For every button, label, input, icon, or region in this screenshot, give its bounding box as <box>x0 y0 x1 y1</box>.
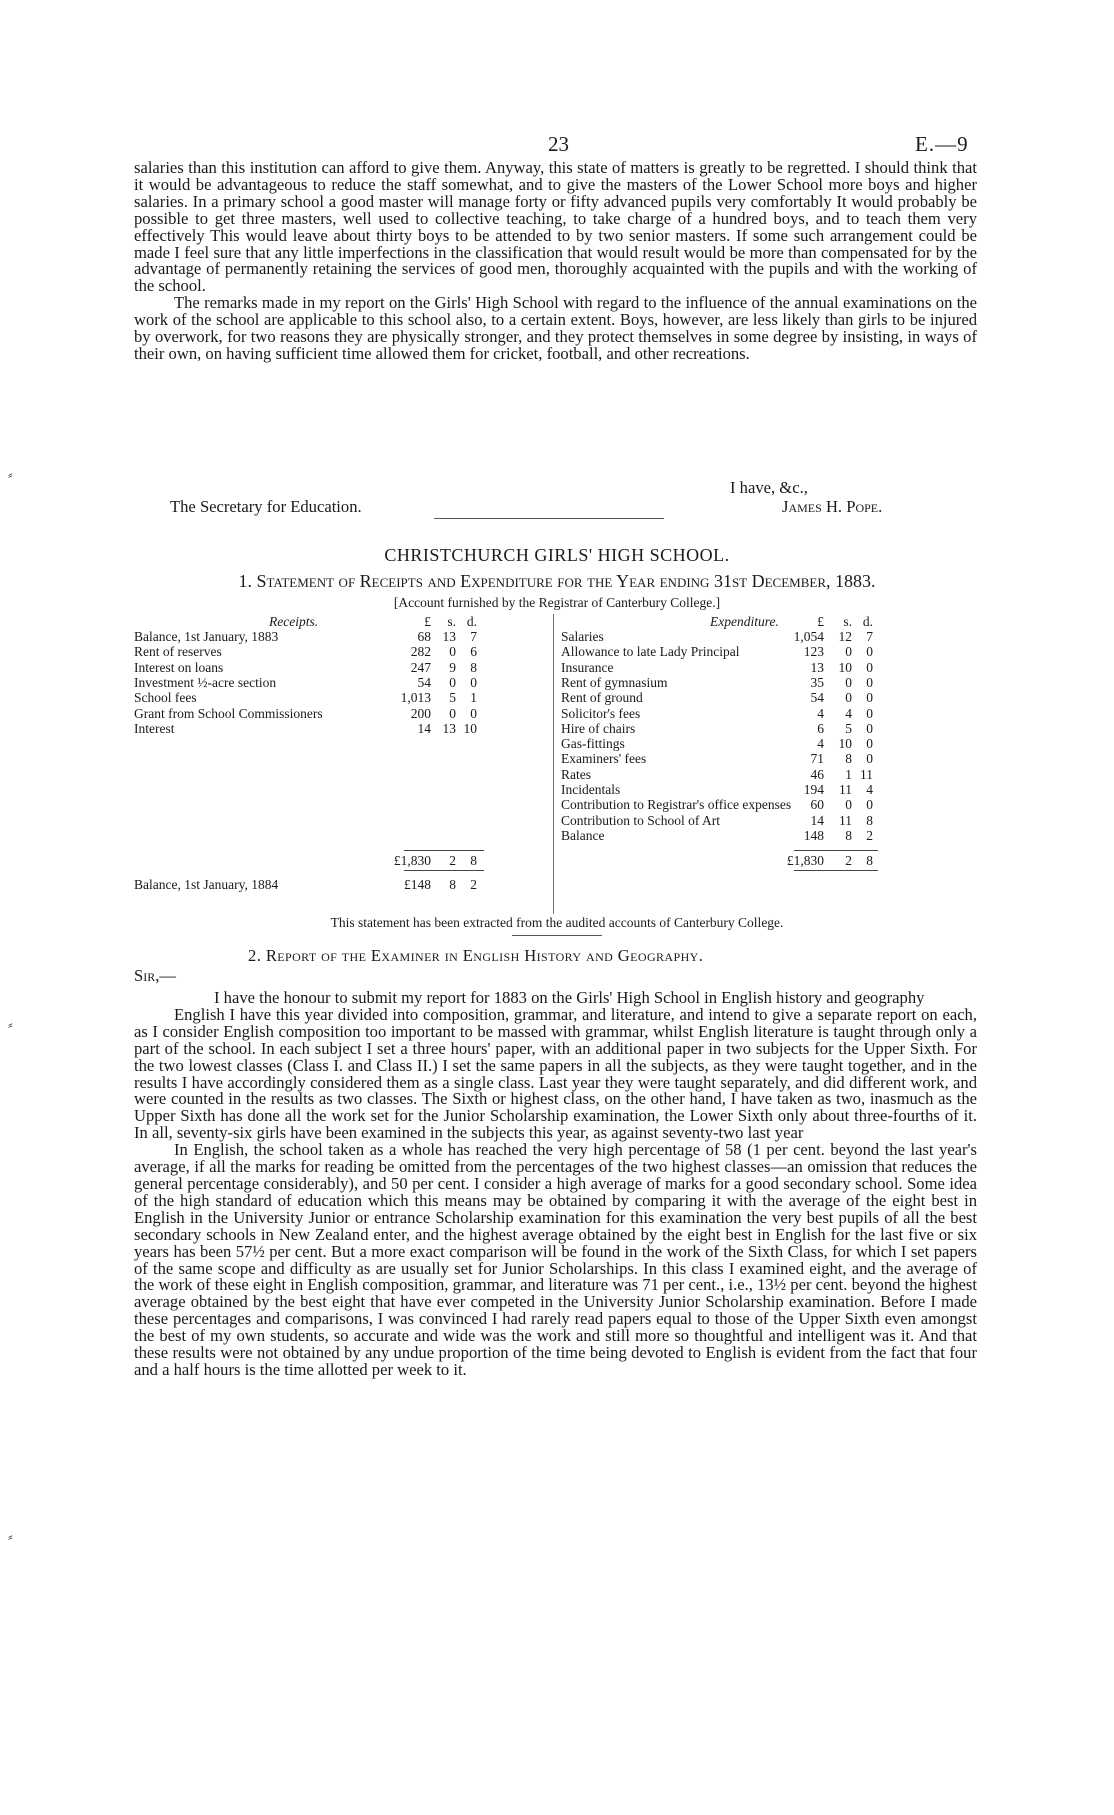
expenditure-item: Rent of ground <box>561 690 643 706</box>
statement-heading <box>0 571 1114 592</box>
expenditure-amount-pence: 0 <box>866 705 873 721</box>
expenditure-amount-shillings: 10 <box>838 659 852 675</box>
expenditure-amount-shillings: 0 <box>845 644 852 660</box>
receipt-item: Investment ½-acre section <box>134 674 277 690</box>
paragraph: The remarks made in my report on the Girls' High School with regard to the influence of the annual examinations on the work of the school are applicable to this school also, to a certain extent. Boys, however, are less likely than girls to be injured by overwork, for two reasons they are physically stronger, and they protect themselves in some degree by insisting, in ways of their own, on having sufficient time allowed them for cricket, football, and other recreations. <box>134 293 977 363</box>
expenditure-amount-shillings: 0 <box>845 797 852 813</box>
examiner-report <box>134 990 977 1379</box>
report-title: Report of the Examiner in English History and Geography. <box>265 946 704 965</box>
report-number: 2. <box>248 946 262 965</box>
salutation: Sir,— <box>134 966 176 985</box>
expenditure-amount-pounds: 4 <box>817 705 824 721</box>
expenditure-amount-pounds: 194 <box>803 782 824 797</box>
signature: James H. Pope. <box>782 497 883 516</box>
expenditure-item: Rent of gymnasium <box>561 674 668 690</box>
receipt-item: Rent of reserves <box>134 644 222 660</box>
expenditure-amount-pence: 0 <box>866 720 873 736</box>
expenditure-amount-pounds: 123 <box>803 644 824 660</box>
expenditure-amount-shillings: 0 <box>845 690 852 706</box>
closing-balance-amount-shillings: 8 <box>449 876 456 892</box>
receipt-amount-pence: 6 <box>470 644 477 660</box>
expenditure-amount-pence: 0 <box>866 797 873 813</box>
receipt-item: School fees <box>134 690 197 706</box>
paragraph: In English, the school taken as a whole has reached the very high percentage of 58 (1 per cent. beyond the last year's average, if all the marks for reading be omitted from the percentages of the two highest classes—an omission that reduces the general percentage considerably), and 50 per cent. I consider a high average of marks for a good secondary school. Some idea of the high standard of education which this means may be obtained by comparing it with the average of the eight best in English in the University Junior or entrance Scholarship examination for this examination the very best pupils of all the best secondary schools in New Zealand enter, and the highest average obtained by the eight best in English for the last five or six years has been 57½ per cent. But a more exact comparison will be found in the work of the Sixth Class, for which I set papers of the same scope and difficulty as are usually set for Junior Scholarships. In this class I examined eight, and the average of the work of these eight in English composition, grammar, and literature was 71 per cent., i.e., 13½ per cent. beyond the highest average obtained by the best eight that have ever competed in the University Junior Scholarship examination. Before I made these percentages and comparisons, I was convinced I had rarely read papers equal to those of the Upper Sixth even amongst the best of my own students, so accurate and wide was the work and still more so thoughtful and intelligent was it. And that these results were not obtained by any undue proportion of the time being devoted to English is evident from the fact that four and a half hours is the time allotted per week to it. <box>134 1140 977 1379</box>
receipt-amount-pence: 8 <box>470 659 477 675</box>
total-rule <box>404 870 484 871</box>
expenditure-amount-pence: 2 <box>866 827 873 843</box>
total-rule <box>794 870 878 871</box>
closing-block <box>134 478 977 528</box>
receipt-item: Grant from School Commissioners <box>134 705 323 721</box>
expenditure-item: Rates <box>561 766 591 782</box>
receipt-amount-pounds: 14 <box>417 720 431 736</box>
paragraph: salaries than this institution can afford to give them. Anyway, this state of matters is greatly to be regretted. I should think that it would be advantageous to reduce the staff somewhat, and to give the masters of the Lower School more boys and higher salaries. In a primary school a good master will manage forty or fifty advanced pupils very comfortably It would probably be possible to get three masters, well used to collective teaching, to take charge of a hundred boys, and to teach them very effectively This would leave about thirty boys to be attended to by two senior masters. If some such arrangement could be made I feel sure that any little imperfections in the classification that would result would be more than compensated for by the advantage of permanently retaining the services of good men, thoroughly acquainted with the pupils and with the working of the school. <box>134 158 977 296</box>
expenditure-total-pence: 8 <box>866 853 873 869</box>
expenditure-amount-pence: 0 <box>866 674 873 690</box>
expenditure-shilling-heading: s. <box>843 614 852 629</box>
divider <box>512 935 602 936</box>
expenditure-amount-pounds: 71 <box>810 751 824 767</box>
receipt-amount-pounds: 1,013 <box>400 690 431 706</box>
closing-phrase: I have, &c., <box>730 478 808 497</box>
expenditure-item: Examiners' fees <box>561 751 647 767</box>
expenditure-heading: Expenditure. <box>710 614 779 629</box>
statement-number: 1. <box>238 571 252 591</box>
school-title: CHRISTCHURCH GIRLS' HIGH SCHOOL. <box>384 545 730 565</box>
receipt-amount-shillings: 5 <box>449 690 456 706</box>
expenditure-amount-pounds: 148 <box>803 827 824 843</box>
receipt-amount-shillings: 13 <box>442 720 456 736</box>
expenditure-amount-shillings: 4 <box>845 705 852 721</box>
margin-mark: ⸗ <box>8 468 13 483</box>
expenditure-item: Allowance to late Lady Principal <box>561 644 740 660</box>
expenditure-total-pounds: £1,830 <box>786 853 824 869</box>
statement-subtitle: [Account furnished by the Registrar of Canterbury College.] <box>393 595 721 610</box>
receipt-amount-pounds: 200 <box>410 705 431 721</box>
expenditure-amount-shillings: 11 <box>839 782 852 797</box>
receipt-item: Interest <box>134 720 175 736</box>
closing-balance-amount-pounds: £148 <box>404 876 431 892</box>
expenditure-amount-shillings: 10 <box>838 736 852 752</box>
expenditure-amount-pence: 4 <box>866 782 873 797</box>
receipt-amount-pence: 1 <box>470 690 477 706</box>
addressee: The Secretary for Education. <box>170 497 362 516</box>
receipt-item: Balance, 1st January, 1883 <box>134 629 279 644</box>
receipts-pence-heading: d. <box>466 614 477 629</box>
expenditure-amount-pence: 0 <box>866 659 873 675</box>
receipt-amount-shillings: 0 <box>449 644 456 660</box>
column-divider <box>553 614 554 914</box>
receipts-total-shillings: 2 <box>449 853 456 869</box>
receipt-amount-shillings: 13 <box>442 629 456 644</box>
receipt-item: Interest on loans <box>134 659 224 675</box>
expenditure-amount-pence: 0 <box>866 736 873 752</box>
expenditure-amount-pounds: 6 <box>817 720 824 736</box>
expenditure-item: Gas-fittings <box>561 736 625 752</box>
receipt-amount-pence: 10 <box>463 720 477 736</box>
expenditure-amount-pence: 7 <box>866 629 873 644</box>
expenditure-item: Hire of chairs <box>561 720 636 736</box>
expenditure-item: Incidentals <box>561 782 621 797</box>
expenditure-amount-pounds: 35 <box>810 674 824 690</box>
report-heading <box>248 946 703 966</box>
paragraph: English I have this year divided into composition, grammar, and literature, and intend to give a separate report on each, as I consider English composition too important to be massed with grammar, whilst English literature is taught through only a part of the school. In each subject I set a three hours' paper, with an additional paper in two subjects for the Upper Sixth. For the two lowest classes (Class I. and Class II.) I set the same papers in all the subjects, as they were taught together, and in the results I have accordingly considered them as a single class. Last year they were taught separately, and did different work, and were counted in the results as two classes. The Sixth or highest class, on the other hand, I have taken as two, inasmuch as the Upper Sixth has done all the work set for the Junior Scholarship examination, the Lower Sixth only about three-fourths of it. In all, seventy-six girls have been examined in the subjects this year, as against seventy-two last year <box>134 1004 977 1143</box>
expenditure-amount-pounds: 14 <box>810 812 824 828</box>
receipt-amount-pence: 0 <box>470 674 477 690</box>
expenditure-amount-pence: 0 <box>866 644 873 660</box>
receipts-heading: Receipts. <box>269 614 319 629</box>
divider <box>434 518 664 519</box>
expenditure-amount-pence: 8 <box>866 812 873 828</box>
expenditure-amount-shillings: 1 <box>845 766 852 782</box>
pope-report <box>134 160 977 363</box>
total-rule <box>404 850 484 851</box>
expenditure-amount-pounds: 46 <box>810 766 824 782</box>
expenditure-total-shillings: 2 <box>845 853 852 869</box>
margin-mark: ⸗ <box>8 1530 13 1545</box>
statement-note: This statement has been extracted from the audited accounts of Canterbury College. <box>330 915 784 930</box>
expenditure-item: Solicitor's fees <box>561 705 641 721</box>
receipt-amount-pence: 7 <box>470 629 477 644</box>
expenditure-pence-heading: d. <box>862 614 873 629</box>
document-reference: E.—9 <box>915 132 969 156</box>
expenditure-item: Contribution to School of Art <box>561 812 721 828</box>
receipts-pound-heading: £ <box>424 614 431 629</box>
page-number: 23 <box>548 132 569 156</box>
expenditure-pound-heading: £ <box>817 614 824 629</box>
expenditure-amount-pence: 0 <box>866 690 873 706</box>
receipt-amount-pence: 0 <box>470 705 477 721</box>
expenditure-amount-shillings: 11 <box>839 812 852 828</box>
receipt-amount-pounds: 282 <box>410 644 431 660</box>
receipt-amount-pounds: 54 <box>417 674 431 690</box>
expenditure-amount-pounds: 4 <box>817 736 824 752</box>
expenditure-item: Balance <box>561 827 605 843</box>
expenditure-amount-pounds: 13 <box>810 659 824 675</box>
accounts-table <box>134 614 974 934</box>
receipts-shilling-heading: s. <box>447 614 456 629</box>
receipt-amount-shillings: 9 <box>449 659 456 675</box>
expenditure-amount-pounds: 1,054 <box>793 629 824 644</box>
expenditure-item: Salaries <box>561 629 604 644</box>
expenditure-amount-pounds: 60 <box>810 797 824 813</box>
paragraph: I have the honour to submit my report for 1883 on the Girls' High School in English history and geography <box>214 988 925 1007</box>
statement-title: Statement of Receipts and Expenditure for the Year ending 31st December, 1883. <box>256 571 876 591</box>
receipts-total-pence: 8 <box>470 853 477 869</box>
closing-balance-amount-pence: 2 <box>470 876 477 892</box>
receipt-amount-pounds: 68 <box>417 629 431 644</box>
expenditure-item: Contribution to Registrar's office expenses <box>561 797 792 813</box>
expenditure-amount-shillings: 8 <box>845 751 852 767</box>
expenditure-amount-shillings: 5 <box>845 720 852 736</box>
expenditure-item: Insurance <box>561 659 614 675</box>
margin-mark: ⸗ <box>8 1018 13 1033</box>
expenditure-amount-pence: 0 <box>866 751 873 767</box>
expenditure-amount-shillings: 0 <box>845 674 852 690</box>
receipt-amount-shillings: 0 <box>449 705 456 721</box>
expenditure-amount-pounds: 54 <box>810 690 824 706</box>
expenditure-amount-shillings: 8 <box>845 827 852 843</box>
receipt-amount-pounds: 247 <box>410 659 431 675</box>
expenditure-amount-shillings: 12 <box>838 629 852 644</box>
total-rule <box>794 850 878 851</box>
receipts-total-pounds: £1,830 <box>393 853 431 869</box>
expenditure-amount-pence: 11 <box>860 766 873 782</box>
closing-balance-label: Balance, 1st January, 1884 <box>134 876 279 892</box>
receipt-amount-shillings: 0 <box>449 674 456 690</box>
